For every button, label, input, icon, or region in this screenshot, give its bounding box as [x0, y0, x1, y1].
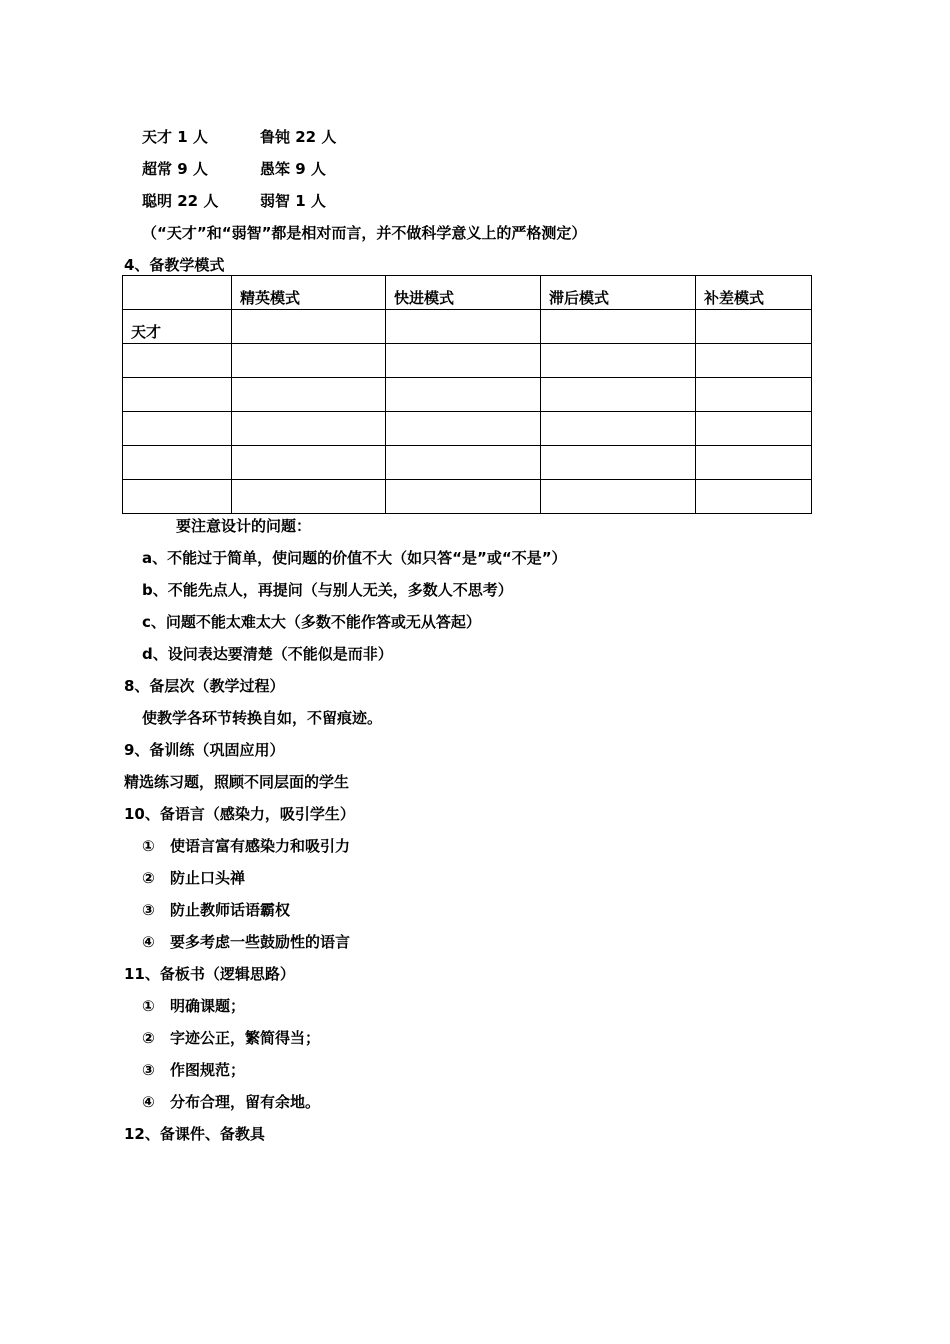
ability-label: 超常 9 人: [142, 160, 208, 178]
list-item: [142, 836, 350, 856]
table-cell: [123, 344, 232, 378]
table-row: [123, 480, 812, 514]
table-row: [123, 344, 812, 378]
item-number: ④: [142, 933, 155, 951]
table-cell: [123, 378, 232, 412]
table-cell: [696, 446, 812, 480]
table-cell: [232, 412, 386, 446]
list-item: [142, 932, 350, 952]
table-cell: [696, 480, 812, 514]
table-header-cell: [123, 276, 232, 310]
ability-note: （“天才”和“弱智”都是相对而言，并不做科学意义上的严格测定）: [142, 224, 587, 242]
table-row: [123, 310, 812, 344]
item-text: 字迹公正，繁简得当；: [170, 1029, 321, 1047]
section-heading: 4、备教学模式: [124, 256, 225, 274]
table-row: [123, 378, 812, 412]
table-cell: [386, 344, 541, 378]
section-body: 使教学各环节转换自如，不留痕迹。: [142, 709, 383, 727]
list-item: [142, 868, 245, 888]
section-heading: 12、备课件、备教具: [124, 1125, 265, 1143]
item-number: ①: [142, 837, 155, 855]
section-heading: 9、备训练（巩固应用）: [124, 741, 285, 759]
ability-label: 鲁钝 22 人: [260, 128, 337, 146]
ability-label: 聪明 22 人: [142, 192, 219, 210]
table-cell: [123, 412, 232, 446]
table-cell: [232, 310, 386, 344]
item-number: ③: [142, 901, 155, 919]
table-cell: [386, 412, 541, 446]
table-cell: [541, 480, 696, 514]
ability-label: 弱智 1 人: [260, 192, 326, 210]
item-number: ②: [142, 869, 155, 887]
ability-label: 天才 1 人: [142, 128, 208, 146]
item-text: 防止教师话语霸权: [170, 901, 291, 919]
table-cell: [232, 480, 386, 514]
table-header-cell: 补差模式: [696, 276, 812, 310]
table-header-cell: 滞后模式: [541, 276, 696, 310]
list-item: [142, 1028, 320, 1048]
item-text: 要多考虑一些鼓励性的语言: [170, 933, 351, 951]
item-number: ③: [142, 1061, 155, 1079]
table-cell: [696, 378, 812, 412]
section-body: 精选练习题，照顾不同层面的学生: [124, 773, 350, 791]
table-row: [123, 446, 812, 480]
section-heading: 8、备层次（教学过程）: [124, 677, 285, 695]
list-item: [142, 1060, 245, 1080]
table-cell: [696, 412, 812, 446]
table-cell: [386, 480, 541, 514]
table-cell: [541, 344, 696, 378]
list-item: [142, 900, 290, 920]
ability-label: 愚笨 9 人: [260, 160, 326, 178]
item-text: 使语言富有感染力和吸引力: [170, 837, 351, 855]
table-row: [123, 412, 812, 446]
table-cell: [696, 344, 812, 378]
list-item: [142, 1092, 320, 1112]
section-heading: 11、备板书（逻辑思路）: [124, 965, 295, 983]
table-cell: [123, 480, 232, 514]
table-header-cell: 快进模式: [386, 276, 541, 310]
table-cell: [696, 310, 812, 344]
table-cell: [232, 446, 386, 480]
item-number: ④: [142, 1093, 155, 1111]
question-item: c、问题不能太难太大（多数不能作答或无从答起）: [142, 613, 481, 631]
teaching-mode-table: [122, 275, 812, 514]
table-cell: [232, 378, 386, 412]
table-cell: [232, 344, 386, 378]
item-text: 作图规范；: [170, 1061, 246, 1079]
list-item: [142, 996, 245, 1016]
question-item: a、不能过于简单，使问题的价值不大（如只答“是”或“不是”）: [142, 549, 567, 567]
table-header-row: [123, 276, 812, 310]
item-text: 分布合理，留有余地。: [170, 1093, 321, 1111]
table-cell: [541, 310, 696, 344]
item-number: ②: [142, 1029, 155, 1047]
question-item: d、设问表达要清楚（不能似是而非）: [142, 645, 393, 663]
item-text: 明确课题；: [170, 997, 246, 1015]
table-header-cell: 精英模式: [232, 276, 386, 310]
question-item: b、不能先点人，再提问（与别人无关，多数人不思考）: [142, 581, 513, 599]
table-cell: [541, 446, 696, 480]
item-number: ①: [142, 997, 155, 1015]
section-heading: 10、备语言（感染力，吸引学生）: [124, 805, 355, 823]
table-cell: [541, 412, 696, 446]
table-cell: [123, 446, 232, 480]
table-cell: 天才: [123, 310, 232, 344]
table-cell: [541, 378, 696, 412]
item-text: 防止口头禅: [170, 869, 246, 887]
table-cell: [386, 378, 541, 412]
question-heading: 要注意设计的问题：: [176, 517, 312, 535]
table-cell: [386, 310, 541, 344]
table-cell: [386, 446, 541, 480]
